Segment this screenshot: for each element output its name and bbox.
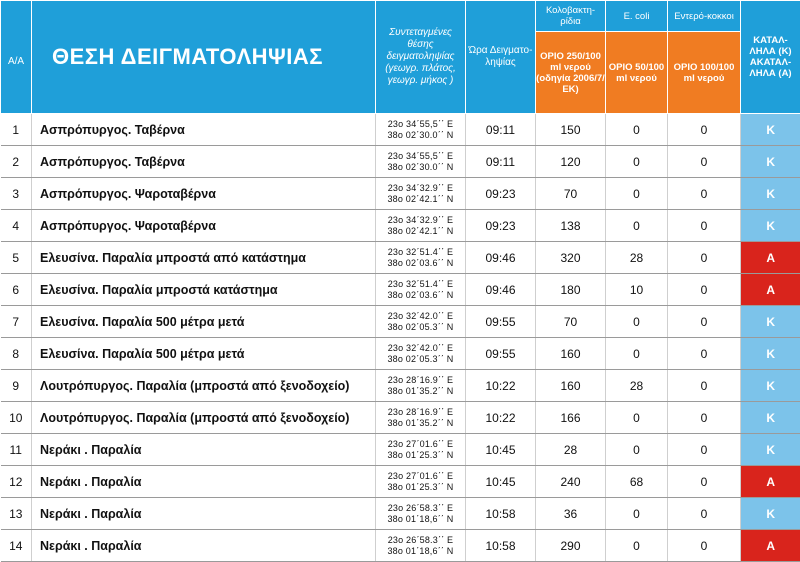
table-row	[1, 530, 800, 562]
sampling-time: 09:23	[466, 210, 536, 242]
ecoli-count: 0	[606, 306, 668, 338]
latitude-value: 38ο 01΄25.3΄΄ N	[376, 482, 465, 493]
table-row	[1, 210, 800, 242]
enterococci-count: 0	[668, 146, 741, 178]
sampling-time: 10:58	[466, 498, 536, 530]
header-ecoli-limit: ΟΡΙΟ 50/100 ml νερού	[606, 32, 668, 114]
latitude-value: 38ο 02΄05.3΄΄ N	[376, 322, 465, 333]
ecoli-count: 0	[606, 530, 668, 562]
table-row	[1, 306, 800, 338]
latitude-value: 38ο 02΄05.3΄΄ N	[376, 354, 465, 365]
enterococci-count: 0	[668, 114, 741, 146]
enterococci-count: 0	[668, 402, 741, 434]
row-number: 2	[1, 146, 32, 178]
sampling-location: Ελευσίνα. Παραλία 500 μέτρα μετά	[32, 306, 376, 338]
status-badge: Κ	[741, 306, 800, 338]
longitude-value: 23ο 26΄58.3΄΄ E	[376, 503, 465, 514]
enterococci-count: 0	[668, 210, 741, 242]
coordinates	[376, 242, 466, 274]
status-badge: Α	[741, 466, 800, 498]
coliform-count: 180	[536, 274, 606, 306]
enterococci-count: 0	[668, 498, 741, 530]
longitude-value: 23ο 34΄55,5΄΄ E	[376, 119, 465, 130]
status-badge: Α	[741, 242, 800, 274]
coliform-count: 28	[536, 434, 606, 466]
sampling-location: Νεράκι . Παραλία	[32, 466, 376, 498]
status-badge: Κ	[741, 338, 800, 370]
longitude-value: 23ο 32΄51.4΄΄ E	[376, 279, 465, 290]
header-coliform: Κολοβακτη-ρίδια	[536, 1, 606, 32]
enterococci-count: 0	[668, 274, 741, 306]
sampling-location: Νεράκι . Παραλία	[32, 530, 376, 562]
coordinates	[376, 530, 466, 562]
ecoli-count: 0	[606, 210, 668, 242]
sampling-time: 09:23	[466, 178, 536, 210]
coliform-count: 120	[536, 146, 606, 178]
row-number: 13	[1, 498, 32, 530]
row-number: 3	[1, 178, 32, 210]
status-badge: Κ	[741, 498, 800, 530]
header-status: ΚΑΤΑΛ-ΛΗΛΑ (Κ) ΑΚΑΤΑΛ-ΛΗΛΑ (Α)	[741, 1, 800, 114]
sampling-location: Νεράκι . Παραλία	[32, 498, 376, 530]
longitude-value: 23ο 27΄01.6΄΄ E	[376, 471, 465, 482]
table-row	[1, 402, 800, 434]
header-sampling-time: Ώρα Δειγματο-ληψίας	[466, 1, 536, 114]
sampling-location: Ασπρόπυργος. Ταβέρνα	[32, 146, 376, 178]
row-number: 12	[1, 466, 32, 498]
longitude-value: 23ο 32΄42.0΄΄ E	[376, 311, 465, 322]
latitude-value: 38ο 02΄30.0΄΄ N	[376, 130, 465, 141]
enterococci-count: 0	[668, 466, 741, 498]
latitude-value: 38ο 01΄35.2΄΄ N	[376, 386, 465, 397]
header-aa: Α/Α	[1, 1, 32, 114]
ecoli-count: 0	[606, 498, 668, 530]
ecoli-count: 0	[606, 178, 668, 210]
ecoli-count: 28	[606, 370, 668, 402]
status-badge: Κ	[741, 402, 800, 434]
status-badge: Α	[741, 274, 800, 306]
ecoli-count: 0	[606, 146, 668, 178]
coordinates	[376, 370, 466, 402]
longitude-value: 23ο 32΄51.4΄΄ E	[376, 247, 465, 258]
coliform-count: 240	[536, 466, 606, 498]
sampling-time: 10:22	[466, 370, 536, 402]
table-row	[1, 434, 800, 466]
enterococci-count: 0	[668, 178, 741, 210]
sampling-time: 09:46	[466, 274, 536, 306]
longitude-value: 23ο 34΄32.9΄΄ E	[376, 215, 465, 226]
longitude-value: 23ο 28΄16.9΄΄ E	[376, 375, 465, 386]
table-row	[1, 114, 800, 146]
latitude-value: 38ο 02΄42.1΄΄ N	[376, 194, 465, 205]
coordinates	[376, 402, 466, 434]
sampling-location: Ασπρόπυργος. Ψαροταβέρνα	[32, 178, 376, 210]
status-badge: Κ	[741, 146, 800, 178]
row-number: 1	[1, 114, 32, 146]
row-number: 10	[1, 402, 32, 434]
longitude-value: 23ο 32΄42.0΄΄ E	[376, 343, 465, 354]
coliform-count: 138	[536, 210, 606, 242]
row-number: 7	[1, 306, 32, 338]
longitude-value: 23ο 27΄01.6΄΄ E	[376, 439, 465, 450]
sampling-location: Ελευσίνα. Παραλία 500 μέτρα μετά	[32, 338, 376, 370]
sampling-location: Ελευσίνα. Παραλία μπροστά κατάστημα	[32, 274, 376, 306]
row-number: 5	[1, 242, 32, 274]
coliform-count: 160	[536, 338, 606, 370]
sampling-time: 09:55	[466, 338, 536, 370]
coordinates	[376, 498, 466, 530]
enterococci-count: 0	[668, 242, 741, 274]
sampling-location: Ασπρόπυργος. Ταβέρνα	[32, 114, 376, 146]
coliform-count: 320	[536, 242, 606, 274]
latitude-value: 38ο 01΄18,6΄΄ N	[376, 546, 465, 557]
sampling-location: Ασπρόπυργος. Ψαροταβέρνα	[32, 210, 376, 242]
latitude-value: 38ο 02΄03.6΄΄ N	[376, 290, 465, 301]
coordinates	[376, 306, 466, 338]
sampling-time: 09:11	[466, 146, 536, 178]
table-row	[1, 498, 800, 530]
coordinates	[376, 146, 466, 178]
sampling-location: Λουτρόπυργος. Παραλία (μπροστά από ξενοδοχείο)	[32, 370, 376, 402]
table-row	[1, 338, 800, 370]
status-badge: Κ	[741, 434, 800, 466]
table-row	[1, 242, 800, 274]
ecoli-count: 0	[606, 434, 668, 466]
header-location: ΘΕΣΗ ΔΕΙΓΜΑΤΟΛΗΨΙΑΣ	[32, 1, 376, 114]
coordinates	[376, 274, 466, 306]
table-row	[1, 370, 800, 402]
header-ecoli: E. coli	[606, 1, 668, 32]
table-row	[1, 146, 800, 178]
header-coordinates: Συντεταγμένες θέσης δειγματοληψίας (γεωγρ. πλάτος, γεωγρ. μήκος )	[376, 1, 466, 114]
row-number: 8	[1, 338, 32, 370]
ecoli-count: 0	[606, 338, 668, 370]
table-row	[1, 466, 800, 498]
enterococci-count: 0	[668, 530, 741, 562]
coordinates	[376, 178, 466, 210]
coliform-count: 290	[536, 530, 606, 562]
coliform-count: 160	[536, 370, 606, 402]
sampling-time: 10:22	[466, 402, 536, 434]
longitude-value: 23ο 34΄32.9΄΄ E	[376, 183, 465, 194]
row-number: 11	[1, 434, 32, 466]
sampling-time: 09:55	[466, 306, 536, 338]
coordinates	[376, 434, 466, 466]
enterococci-count: 0	[668, 338, 741, 370]
status-badge: Α	[741, 530, 800, 562]
longitude-value: 23ο 26΄58.3΄΄ E	[376, 535, 465, 546]
sampling-time: 10:58	[466, 530, 536, 562]
longitude-value: 23ο 28΄16.9΄΄ E	[376, 407, 465, 418]
latitude-value: 38ο 01΄35.2΄΄ N	[376, 418, 465, 429]
coliform-count: 150	[536, 114, 606, 146]
row-number: 6	[1, 274, 32, 306]
status-badge: Κ	[741, 178, 800, 210]
sampling-time: 10:45	[466, 466, 536, 498]
table-row	[1, 178, 800, 210]
ecoli-count: 68	[606, 466, 668, 498]
coliform-count: 70	[536, 306, 606, 338]
ecoli-count: 28	[606, 242, 668, 274]
ecoli-count: 0	[606, 114, 668, 146]
coliform-count: 70	[536, 178, 606, 210]
latitude-value: 38ο 02΄03.6΄΄ N	[376, 258, 465, 269]
enterococci-count: 0	[668, 306, 741, 338]
coordinates	[376, 210, 466, 242]
coordinates	[376, 338, 466, 370]
latitude-value: 38ο 01΄25.3΄΄ N	[376, 450, 465, 461]
ecoli-count: 10	[606, 274, 668, 306]
longitude-value: 23ο 34΄55,5΄΄ E	[376, 151, 465, 162]
status-badge: Κ	[741, 370, 800, 402]
sampling-time: 09:46	[466, 242, 536, 274]
coordinates	[376, 114, 466, 146]
table-row	[1, 274, 800, 306]
header-enterococci: Εντερό-κοκκοι	[668, 1, 741, 32]
coordinates	[376, 466, 466, 498]
enterococci-count: 0	[668, 370, 741, 402]
sampling-location: Ελευσίνα. Παραλία μπροστά από κατάστημα	[32, 242, 376, 274]
header-coliform-limit: ΟΡΙΟ 250/100 ml νερού (οδηγία 2006/7/ ΕΚ)	[536, 32, 606, 114]
header-enterococci-limit: ΟΡΙΟ 100/100 ml νερού	[668, 32, 741, 114]
row-number: 9	[1, 370, 32, 402]
sampling-location: Λουτρόπυργος. Παραλία (μπροστά από ξενοδοχείο)	[32, 402, 376, 434]
sampling-time: 10:45	[466, 434, 536, 466]
coliform-count: 36	[536, 498, 606, 530]
latitude-value: 38ο 02΄42.1΄΄ N	[376, 226, 465, 237]
sampling-time: 09:11	[466, 114, 536, 146]
latitude-value: 38ο 01΄18,6΄΄ N	[376, 514, 465, 525]
coliform-count: 166	[536, 402, 606, 434]
status-badge: Κ	[741, 114, 800, 146]
row-number: 14	[1, 530, 32, 562]
status-badge: Κ	[741, 210, 800, 242]
latitude-value: 38ο 02΄30.0΄΄ N	[376, 162, 465, 173]
ecoli-count: 0	[606, 402, 668, 434]
row-number: 4	[1, 210, 32, 242]
enterococci-count: 0	[668, 434, 741, 466]
table-body	[1, 114, 800, 562]
sampling-location: Νεράκι . Παραλία	[32, 434, 376, 466]
